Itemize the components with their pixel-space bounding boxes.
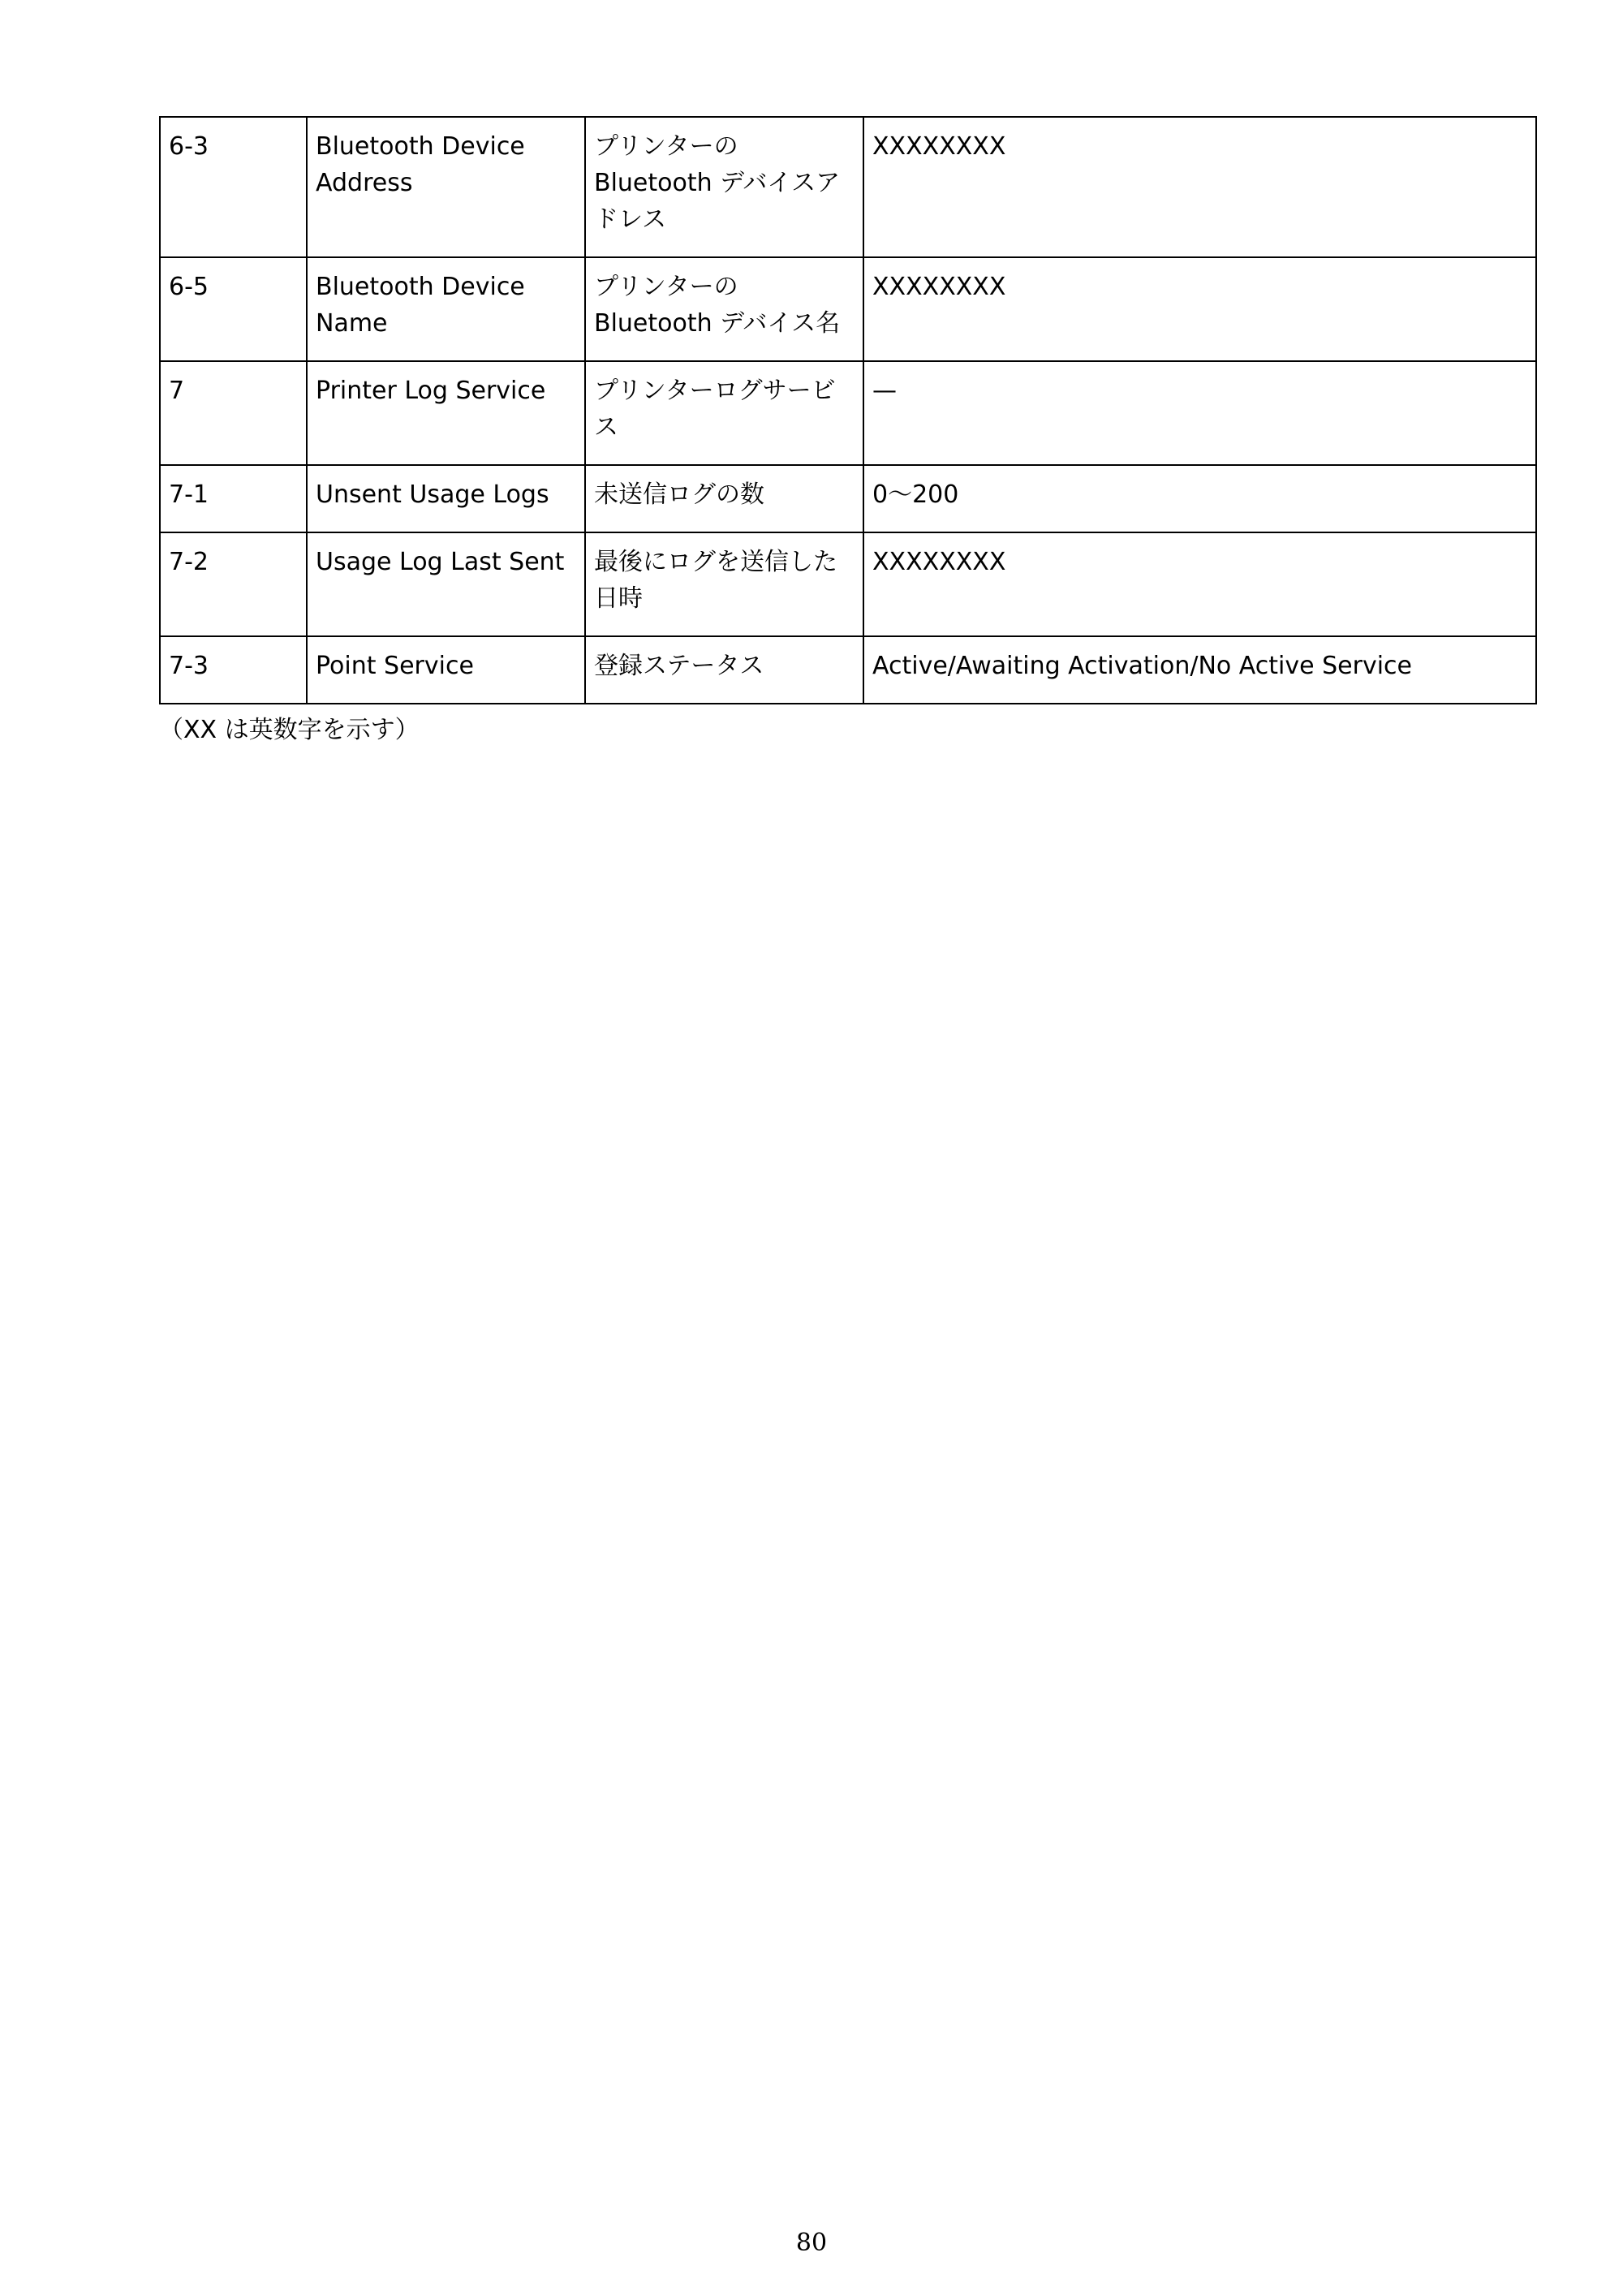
item-name-ja: 最後にログを送信した日時 [585, 532, 863, 636]
table-row [160, 257, 1536, 361]
item-number: 6-3 [160, 117, 307, 257]
settings-table [159, 116, 1537, 704]
table-row [160, 465, 1536, 532]
item-number: 6-5 [160, 257, 307, 361]
table-row [160, 636, 1536, 704]
item-name-en: Bluetooth Device Name [307, 257, 585, 361]
item-name-en: Unsent Usage Logs [307, 465, 585, 532]
item-name-ja: プリンターログサービス [585, 361, 863, 465]
item-value: Active/Awaiting Activation/No Active Service [863, 636, 1536, 704]
item-name-en: Point Service [307, 636, 585, 704]
item-value: — [863, 361, 1536, 465]
item-name-en: Printer Log Service [307, 361, 585, 465]
item-number: 7 [160, 361, 307, 465]
table-footnote: （XX は英数字を示す） [159, 716, 420, 744]
item-number: 7-3 [160, 636, 307, 704]
item-number: 7-1 [160, 465, 307, 532]
page-number: 80 [795, 2229, 828, 2257]
item-name-ja: プリンターのBluetooth デバイスアドレス [585, 117, 863, 257]
item-value: 0～200 [863, 465, 1536, 532]
item-name-ja: プリンターのBluetooth デバイス名 [585, 257, 863, 361]
table-row [160, 117, 1536, 257]
item-number: 7-2 [160, 532, 307, 636]
item-value: XXXXXXXX [863, 117, 1536, 257]
item-value: XXXXXXXX [863, 532, 1536, 636]
table-row [160, 532, 1536, 636]
item-name-en: Bluetooth Device Address [307, 117, 585, 257]
item-name-en: Usage Log Last Sent [307, 532, 585, 636]
item-value: XXXXXXXX [863, 257, 1536, 361]
table-row [160, 361, 1536, 465]
item-name-ja: 登録ステータス [585, 636, 863, 704]
item-name-ja: 未送信ログの数 [585, 465, 863, 532]
